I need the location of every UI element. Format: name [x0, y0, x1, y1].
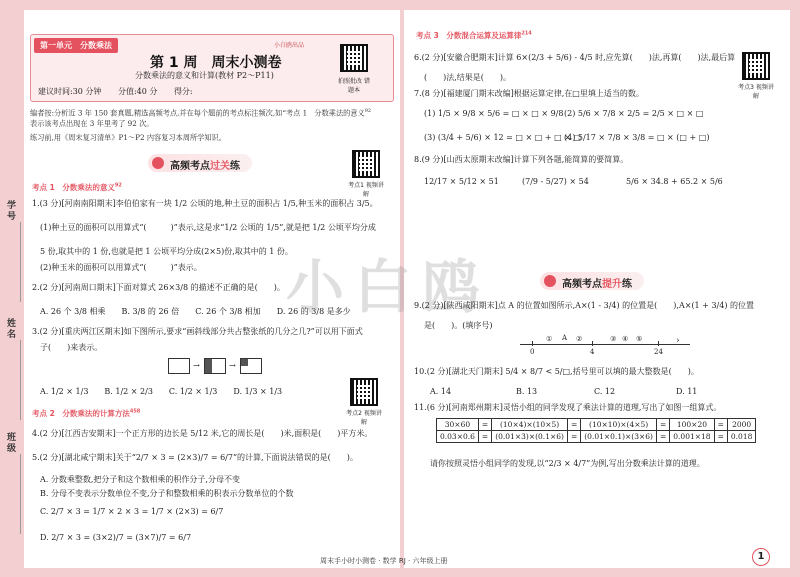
score-info: 分值:40 分: [117, 87, 158, 96]
tick-24: [658, 341, 659, 346]
class-label: 班级: [5, 432, 15, 454]
numline-label-1: ①: [546, 335, 553, 343]
question-10-option-d: D. 11: [676, 387, 698, 396]
banner-icon: [152, 157, 164, 169]
question-10-option-b: B. 13: [516, 387, 538, 396]
table-cell: (0.01×0.1)×(3×6): [581, 431, 657, 443]
meta-row: [38, 86, 338, 97]
table-cell: 100×20: [670, 419, 714, 431]
numline-label-3: ③: [610, 335, 617, 343]
page-title: 第 1 周 周末小测卷: [150, 55, 282, 71]
question-3: 3.(2 分)[重庆两江区期末]如下图所示,要求“画斜线部分共占整张纸的几分之几?”可以用下面式: [32, 327, 363, 336]
knowledge-point-3: 考点 3 分数混合运算及运算律$^{214}$: [416, 30, 532, 40]
qr-caption-kp1: 考点1 视频讲解: [348, 182, 384, 198]
question-7-2: (2) 5/6 × 7/8 × 2/5 = 2/5 × □ × □: [564, 109, 704, 118]
question-8-c: 5/6 × 34.8 + 65.2 × 5/6: [626, 177, 723, 186]
figure-rect-1: [168, 358, 190, 374]
student-no-line: [20, 222, 21, 302]
question-7-4: (4) 5/17 × 7/8 × 3/8 = □ × (□ + □): [564, 133, 710, 142]
grade-info: 得分:: [173, 87, 193, 96]
question-6b: ( )法,结果是( )。: [424, 73, 512, 82]
class-line: [20, 454, 21, 534]
qr-code-kp3[interactable]: [742, 52, 770, 80]
brand-badge: 小白鸥出品: [274, 42, 305, 49]
question-1-part1b: 5 份,取其中的 1 份,也就是把 1 公顷平均分成(2×5)份,取其中的 1 份。: [40, 247, 293, 256]
arrow-1: →: [193, 360, 200, 370]
banner-icon: [544, 275, 556, 287]
question-5-option-c: C. 2/7 × 3 = 1/7 × 2 × 3 = 1/7 × (2×3) = 6/7: [40, 507, 224, 516]
watermark: 小白鸥: [286, 253, 491, 321]
question-5-option-d: D. 2/7 × 3 = (3×2)/7 = (3×7)/7 = 6/7: [40, 533, 192, 542]
question-7-3: (3) (3/4 + 5/6) × 12 = □ × □ + □ × □: [424, 133, 582, 142]
numline-label-0: 0: [530, 348, 535, 356]
left-section-banner: 高频考点过关练: [148, 154, 252, 172]
question-5-option-b: B. 分母不变表示分数单位不变,分子和整数相乘的积表示分数单位的个数: [40, 489, 294, 498]
time-info: 建议时间:30 分钟: [38, 87, 102, 96]
question-10-option-c: C. 12: [594, 387, 616, 396]
table-cell: 0.03×0.6: [437, 431, 479, 443]
qr-caption-kp2: 考点2 视频讲解: [346, 410, 382, 426]
table-cell: =: [714, 431, 727, 443]
question-5-option-a: A. 分数乘整数,把分子和这个数相乘的积作分子,分母不变: [40, 475, 240, 484]
table-cell: =: [567, 419, 580, 431]
tick-4: [592, 341, 593, 346]
qr-code-header[interactable]: [340, 44, 368, 72]
question-1-part1: (1)种土豆的面积可以用算式“( )”表示,这是求“1/2 公顷的 1/5”,就是把 1/2 公顷平均分成: [40, 223, 376, 232]
question-5: 5.(2 分)[湖北咸宁期末]关于“2/7 × 3 = (2×3)/7 = 6/7”的计算,下面说法错误的是( )。: [32, 453, 358, 462]
qr-code-kp1[interactable]: [352, 150, 380, 178]
name-line: [20, 340, 21, 420]
question-3-options: A. 1/2 × 1/3 B. 1/2 × 2/3 C. 1/2 × 1/3 D. 1/3 × 1/3: [40, 387, 283, 396]
knowledge-point-2: 考点 2 分数乘法的计算方法$^{458}$: [32, 408, 141, 418]
numline-label-2: ②: [576, 335, 583, 343]
figure-rect-2: [204, 358, 226, 374]
question-7-1: (1) 1/5 × 9/8 × 5/6 = □ × □ × 9/8: [424, 109, 564, 118]
qr-caption-header: 拍照批改 错题本: [338, 78, 370, 94]
figure-rect-3: [240, 358, 262, 374]
knowledge-point-1: 考点 1 分数乘法的意义$^{92}$: [32, 182, 122, 192]
numline-label-4: 4: [590, 348, 595, 356]
table-cell: =: [478, 419, 491, 431]
table-cell: =: [656, 419, 669, 431]
number-line-arrow: ›: [676, 336, 680, 346]
unit-tag: 第一单元 分数乘法: [34, 38, 118, 53]
question-3b: 子( )来表示。: [40, 343, 103, 352]
question-9b: 是( )。(填序号): [424, 321, 493, 330]
question-11b: 请你按照灵悟小组同学的发现,以“2/3 × 4/7”为例,写出分数乘法计算的道理。: [430, 459, 705, 468]
number-line-point-a: A: [562, 334, 568, 342]
qr-code-kp2[interactable]: [350, 378, 378, 406]
table-cell: =: [567, 431, 580, 443]
question-8-a: 12/17 × 5/12 × 51: [424, 177, 499, 186]
question-11: 11.(6 分)[河南郑州期末]灵悟小组的同学发现了乘法计算的道理,写出了如图一组算式。: [414, 403, 722, 412]
numline-label-24: 24: [654, 348, 663, 356]
question-1: 1.(3 分)[河南南阳期末]李伯伯家有一块 1/2 公顷的地,种土豆的面积占 1/5,种玉米的面积占 3/5。: [32, 199, 378, 208]
editor-note-line2: 表示该考点出现在 3 年里考了 92 次。: [30, 119, 154, 128]
table-cell: 2000: [727, 419, 755, 431]
editor-note-line1: 编者按:分析近 3 年 150 套真题,精选高频考点,并在每个题前的考点标注频次,如“考点 1 分数乘法的意义$^{92}$: [30, 108, 372, 118]
table-cell: =: [478, 431, 491, 443]
question-10: 10.(2 分)[湖北天门期末] 5/4 × 8/7 < 5/□,括号里可以填的最大整数是( )。: [414, 367, 699, 376]
table-cell: (10×10)×(4×5): [581, 419, 657, 431]
arrow-2: →: [229, 360, 236, 370]
table-cell: (10×4)×(10×5): [492, 419, 568, 431]
tick-0: [532, 341, 533, 346]
question-2-options: A. 26 个 3/8 相乘 B. 3/8 的 26 倍 C. 26 个 3/8 相加 D. 26 的 3/8 是多少: [40, 307, 351, 316]
question-9: 9.(2 分)[陕西咸阳期末]点 A 的位置如图所示,A×(1 - 3/4) 的位置是( ),A×(1 + 3/4) 的位置: [414, 301, 754, 310]
name-label: 姓名: [5, 318, 15, 340]
table-cell: 30×60: [437, 419, 479, 431]
question-2: 2.(2 分)[河南周口期末]下面对算式 26×3/8 的描述不正确的是( )。: [32, 283, 285, 292]
question-6: 6.(2 分)[安徽合肥期末]计算 6×(2/3 + 5/6) - 4/5 时,应先算( )法,再算( )法,最后算: [414, 53, 736, 62]
question-8: 8.(9 分)[山西太原期末改编]计算下列各题,能简算的要简算。: [414, 155, 629, 164]
page-number: 1: [752, 548, 770, 566]
table-row: [437, 419, 756, 431]
student-no-label: 学号: [5, 200, 15, 222]
table-row: [437, 431, 756, 443]
question-11-table: [436, 418, 756, 443]
table-cell: =: [714, 419, 727, 431]
page-subtitle: 分数乘法的意义和计算(教材 P2～P11): [135, 71, 274, 80]
table-cell: (0.01×3)×(0.1×6): [492, 431, 568, 443]
question-1-part2: (2)种玉米的面积可以用算式“( )”表示。: [40, 263, 202, 272]
table-cell: =: [656, 431, 669, 443]
footer: 周末手小时小测卷 · 数学 RJ · 六年级上册: [320, 557, 448, 565]
question-4: 4.(2 分)[江西吉安期末]一个正方形的边长是 5/12 米,它的周长是( )米,面积是( )平方米。: [32, 429, 373, 438]
question-10-option-a: A. 14: [430, 387, 452, 396]
practice-note: 练习前,用《周末复习清单》P1～P2 内容复习本周所学知识。: [30, 133, 226, 142]
right-section-banner: 高频考点提升练: [540, 272, 644, 290]
question-8-b: (7/9 - 5/27) × 54: [522, 177, 589, 186]
table-cell: 0.001×18: [670, 431, 714, 443]
qr-caption-kp3: 考点3 视频讲解: [738, 84, 774, 100]
question-7: 7.(8 分)[福建厦门期末改编]根据运算定律,在□里填上适当的数。: [414, 89, 644, 98]
table-cell: 0.018: [727, 431, 755, 443]
numline-label-5: ⑤: [636, 335, 643, 343]
numline-label-4c: ④: [622, 335, 629, 343]
